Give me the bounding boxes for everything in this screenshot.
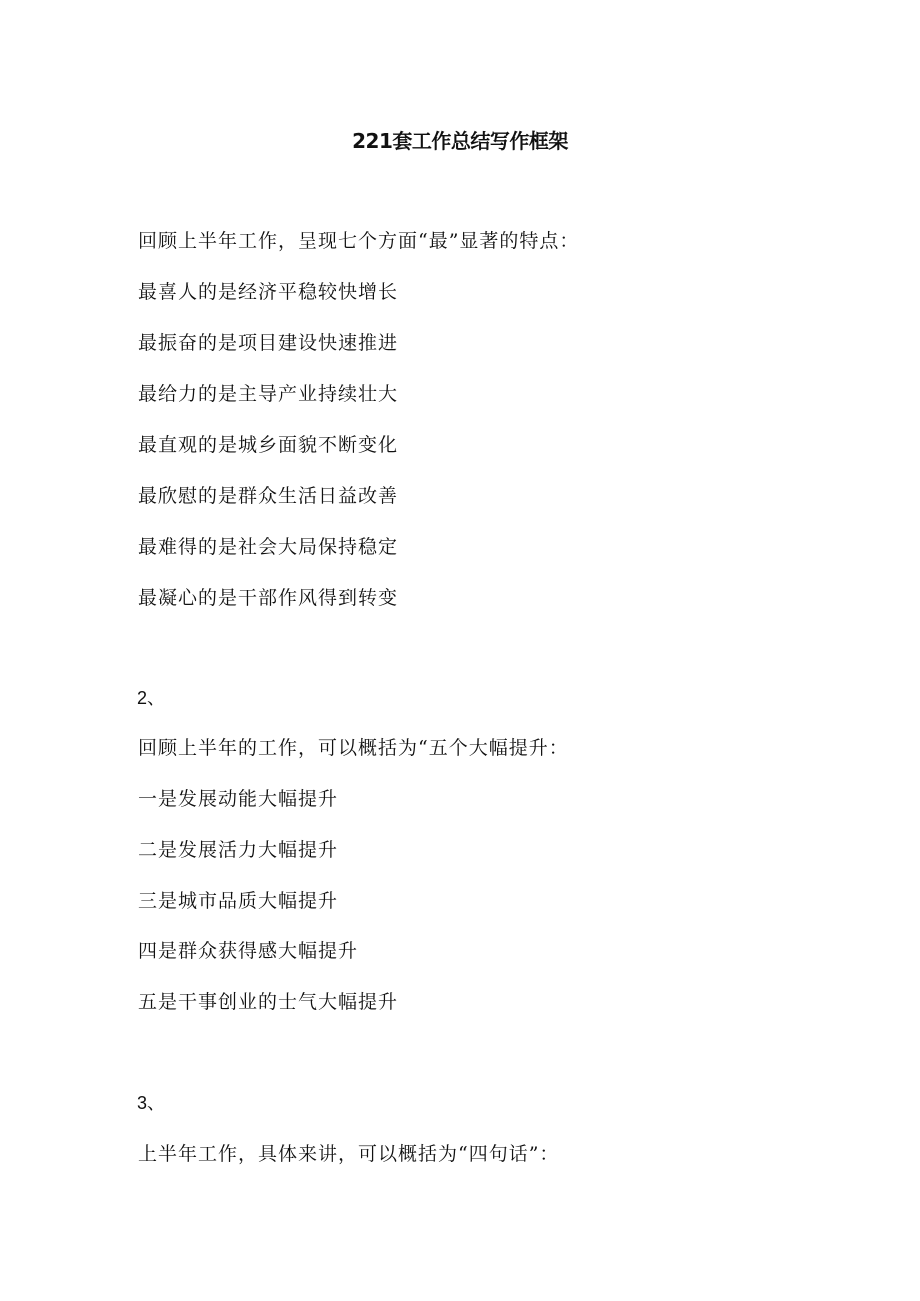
section3-intro: 上半年工作，具体来讲，可以概括为“四句话”： — [138, 1143, 560, 1165]
section1-item: 最给力的是主导产业持续壮大 — [138, 383, 399, 405]
section2-item: 二是发展活力大幅提升 — [138, 839, 339, 861]
section2-item: 一是发展动能大幅提升 — [138, 788, 339, 810]
section1-item: 最欣慰的是群众生活日益改善 — [138, 485, 399, 507]
section2-item: 五是干事创业的士气大幅提升 — [138, 991, 399, 1013]
section2-item: 三是城市品质大幅提升 — [138, 890, 339, 912]
section1-item: 最喜人的是经济平稳较快增长 — [138, 281, 399, 303]
section2-item: 四是群众获得感大幅提升 — [138, 940, 359, 962]
section2-number: 2、 — [137, 688, 166, 708]
section1-item: 最凝心的是干部作风得到转变 — [138, 587, 399, 609]
section3-number: 3、 — [137, 1093, 166, 1113]
section2-intro: 回顾上半年的工作，可以概括为“五个大幅提升： — [138, 737, 569, 759]
section1-item: 最难得的是社会大局保持稳定 — [138, 536, 399, 558]
section1-item: 最振奋的是项目建设快速推进 — [138, 332, 399, 354]
section1-item: 最直观的是城乡面貌不断变化 — [138, 434, 399, 456]
document-title: 221套工作总结写作框架 — [352, 129, 568, 153]
section1-intro: 回顾上半年工作，呈现七个方面“最”显著的特点： — [138, 230, 580, 252]
